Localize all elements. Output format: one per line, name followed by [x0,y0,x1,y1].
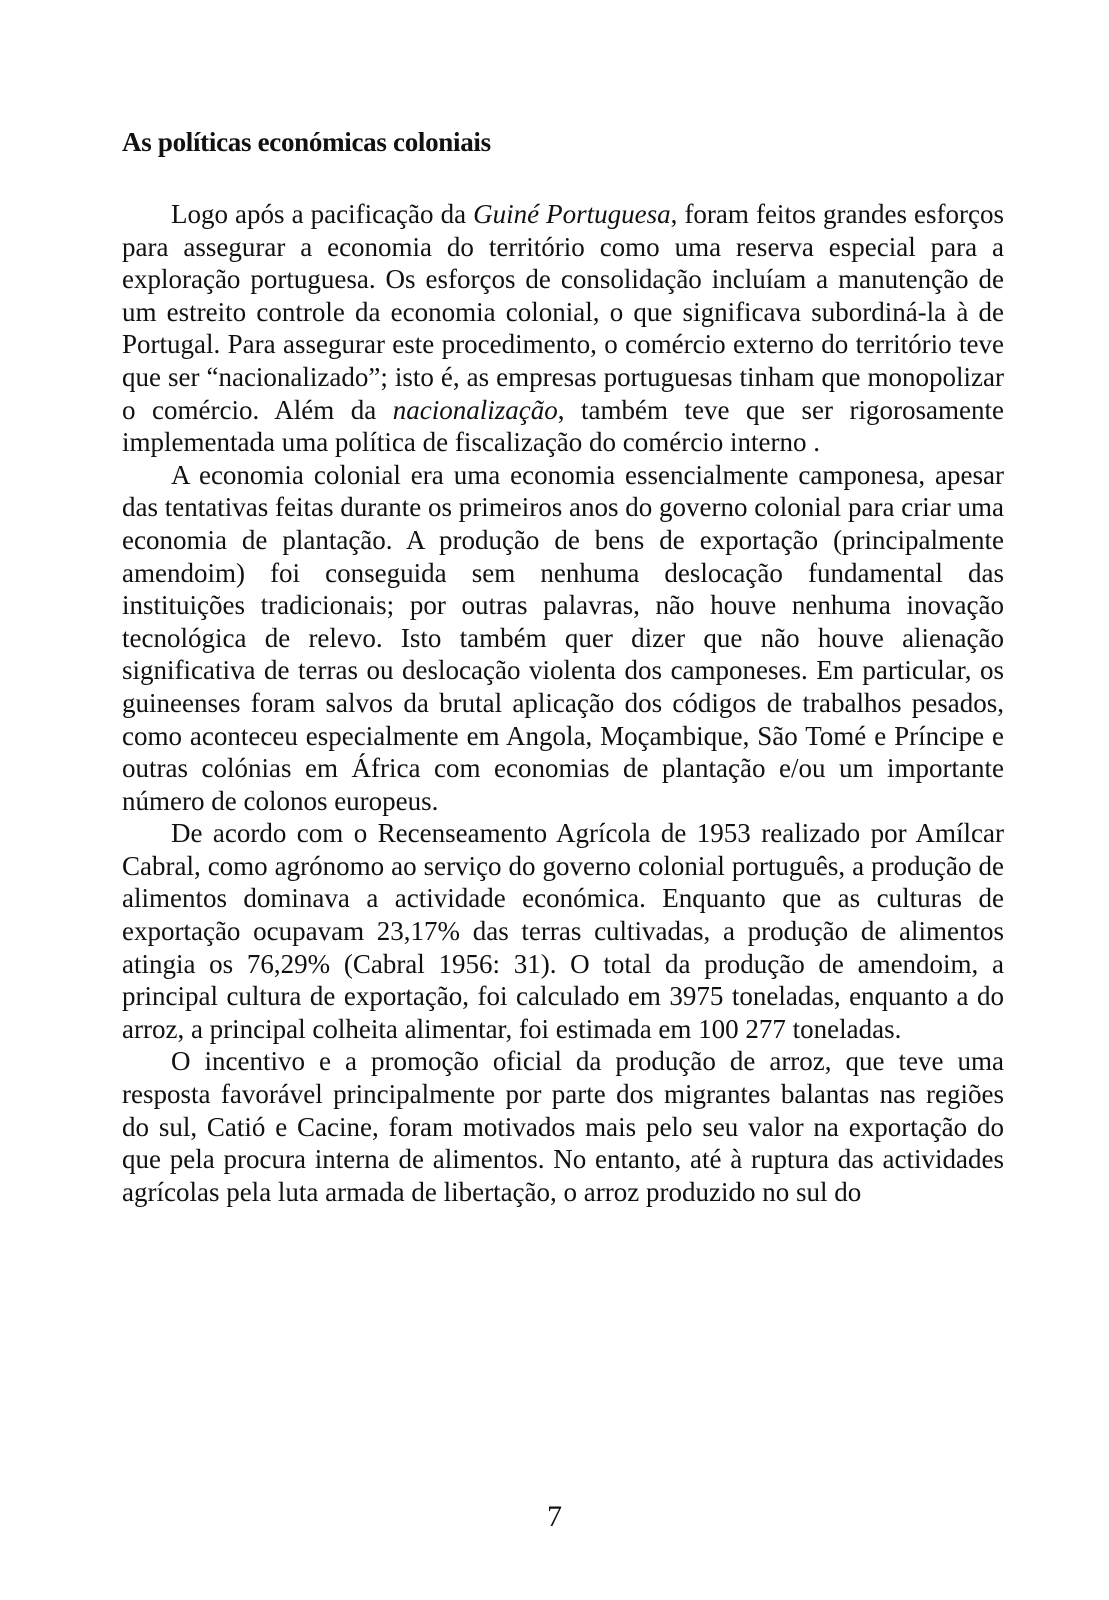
page-number: 7 [547,1500,562,1533]
body-text [122,198,1004,1208]
page-content [122,126,1004,1208]
paragraph-2: A economia colonial era uma economia essencialmente camponesa, apesar das tentativas feitas durante os primeiros anos do governo colonial para criar uma economia de plantação. A produção de bens de exportação (principalmente amendoim) foi conseguida sem nenhuma deslocação fundamental das instituições tradicionais; por outras palavras, não houve nenhuma inovação tecnológica de relevo. Isto também quer dizer que não houve alienação significativa de terras ou deslocação violenta dos camponeses. Em particular, os guineenses foram salvos da brutal aplicação dos códigos de trabalhos pesados, como aconteceu especialmente em Angola, Moçambique, São Tomé e Príncipe e outras colónias em África com economias de plantação e/ou um importante número de colonos europeus. [122,459,1004,816]
paragraph-1-italic-nacionalizacao: nacionalização [392,394,558,425]
paragraph-1-italic-guine: Guiné Portuguesa [473,199,671,229]
paragraph-1-text-c: , também teve que ser rigorosamente implementada uma política de fiscalização do comércio interno . [122,394,1004,458]
paragraph-3: De acordo com o Recenseamento Agrícola de 1953 realizado por Amílcar Cabral, como agrónomo ao serviço do governo colonial português, a produção de alimentos dominava a actividade económica. Enquanto que as culturas de exportação ocupavam 23,17% das terras cultivadas, a produção de alimentos atingia os 76,29% (Cabral 1956: 31). O total da produção de amendoim, a principal cultura de exportação, foi calculado em 3975 toneladas, enquanto a do arroz, a principal colheita alimentar, foi estimada em 100 277 toneladas. [122,818,1004,1044]
paragraph-1-text-b: , foram feitos grandes esforços para assegurar a economia do território como uma reserva especial para a exploração portuguesa. Os esforços de consolidação incluíam a manutenção de um estreito controle da economia colonial, o que significava subordiná-la à de Portugal. Para assegurar este procedimento, o comércio externo do território teve que ser “nacionalizado”; isto é, as empresas portuguesas tinham que monopolizar o comércio. Além da [122,199,1004,425]
paragraph-1-text-a: Logo após a pacificação da [171,199,474,229]
paragraph-4: O incentivo e a promoção oficial da produção de arroz, que teve uma resposta favorável principalmente por parte dos migrantes balantas nas regiões do sul, Catió e Cacine, foram motivados mais pelo seu valor na exportação do que pela procura interna de alimentos. No entanto, até à ruptura das actividades agrícolas pela luta armada de libertação, o arroz produzido no sul do [122,1046,1004,1207]
paragraph-1 [122,198,1004,459]
page-title: As políticas económicas coloniais [122,127,491,157]
